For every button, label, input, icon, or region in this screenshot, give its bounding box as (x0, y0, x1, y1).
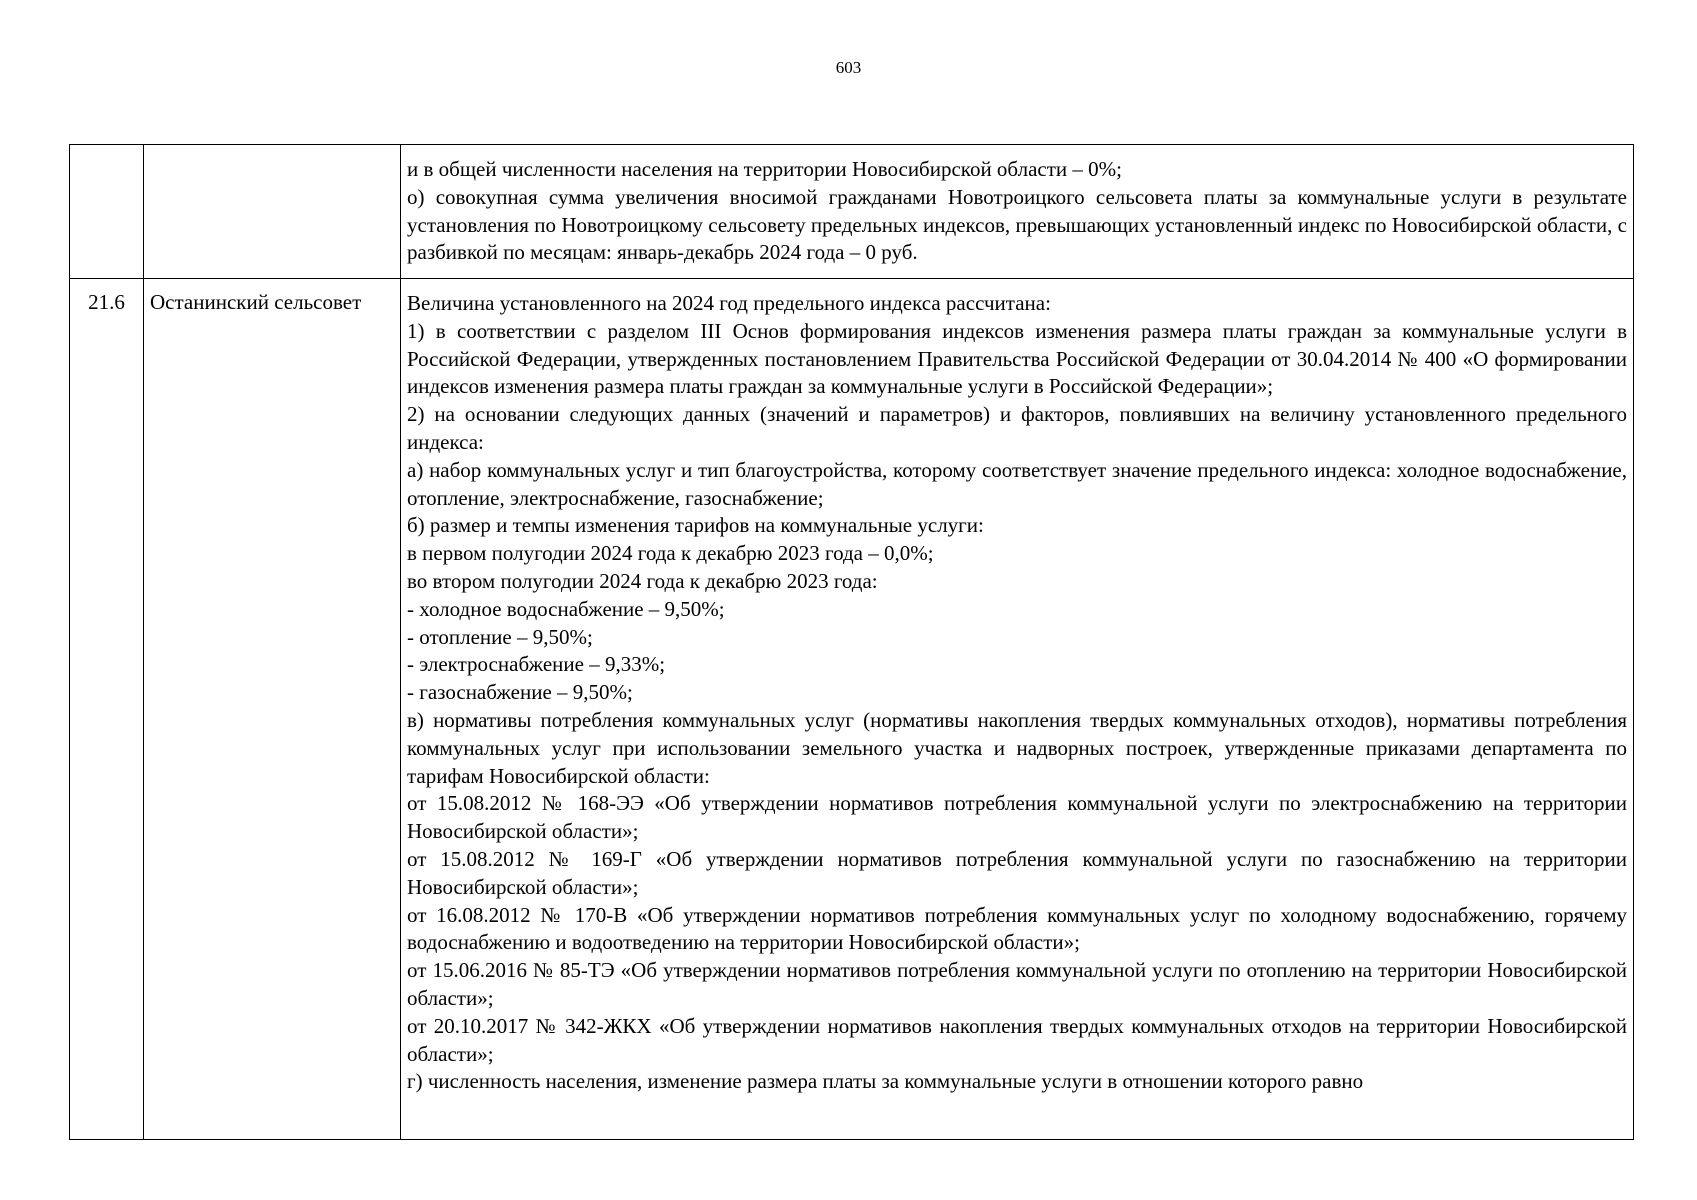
table-row-21-6 (70, 279, 1634, 1140)
municipality-name-cell: Останинский сельсовет (144, 279, 401, 1140)
paragraph: от 16.08.2012 № 170-В «Об утверждении нормативов потребления коммунальных услуг по холодному водоснабжению, горячему водоснабжению и водоотведению на территории Новосибирской области»; (407, 902, 1627, 955)
paragraph: 2) на основании следующих данных (значений и параметров) и факторов, повлиявших на величину установленного предельного индекса: (407, 402, 1627, 454)
paragraph: во втором полугодии 2024 года к декабрю 2023 года: (407, 568, 878, 593)
paragraph: в) нормативы потребления коммунальных услуг (нормативы накопления твердых коммунальных отходов), нормативы потребления коммунальных услуг при использовании земельного участка и надворных построек, утвержденные приказами департамента по тарифам Новосибирской области: (407, 707, 1627, 788)
paragraph: и в общей численности населения на территории Новосибирской области – 0%; (407, 157, 1122, 181)
paragraph: - газоснабжение – 9,50%; (407, 680, 633, 705)
paragraph: о) совокупная сумма увеличения вносимой гражданами Новотроицкого сельсовета платы за коммунальные услуги в результате установления по Новотроицкому сельсовету предельных индексов, превышающих установленный индекс по Новосибирской области, с разбивкой по месяцам: январь-декабрь 2024 года – 0 руб. (407, 184, 1627, 265)
row-number-cell (70, 145, 144, 279)
row-number-cell: 21.6 (70, 279, 144, 1140)
paragraph: г) численность населения, изменение размера платы за коммунальные услуги в отношении которого равно (407, 1069, 1364, 1094)
table-row-continuation (70, 145, 1634, 279)
paragraph: а) набор коммунальных услуг и тип благоустройства, которому соответствует значение предельного индекса: холодное водоснабжение, отопление, электроснабжение, газоснабжение; (407, 457, 1627, 510)
paragraph: - отопление – 9,50%; (407, 624, 593, 649)
paragraph: от 15.08.2012 № 168-ЭЭ «Об утверждении нормативов потребления коммунальной услуги по электроснабжению на территории Новосибирской области»; (407, 791, 1627, 844)
description-text (407, 290, 1627, 1134)
paragraph: 1) в соответствии с разделом III Основ формирования индексов изменения размера платы граждан за коммунальные услуги в Российской Федерации, утвержденных постановлением Правительства Российской Федерации от 30.04.2014 № 400 «О формировании индексов изменения размера платы граждан за коммунальные услуги в Российской Федерации»; (407, 318, 1627, 399)
paragraph: - холодное водоснабжение – 9,50%; (407, 596, 725, 621)
description-cell (401, 145, 1634, 279)
page-number: 603 (835, 58, 862, 77)
paragraph: б) размер и темпы изменения тарифов на коммунальные услуги: (407, 513, 984, 538)
paragraph: от 20.10.2017 № 342-ЖКХ «Об утверждении нормативов накопления твердых коммунальных отходов на территории Новосибирской области»; (407, 1013, 1627, 1066)
paragraph: - электроснабжение – 9,33%; (407, 652, 666, 677)
index-table (69, 144, 1634, 1140)
paragraph: в первом полугодии 2024 года к декабрю 2023 года – 0,0%; (407, 541, 934, 566)
municipality-name-cell (144, 145, 401, 279)
description-cell (401, 279, 1634, 1140)
paragraph: Величина установленного на 2024 год предельного индекса рассчитана: (407, 291, 1051, 315)
paragraph: от 15.08.2012 № 169-Г «Об утверждении нормативов потребления коммунальной услуги по газоснабжению на территории Новосибирской области»; (407, 846, 1627, 899)
paragraph: от 15.06.2016 № 85-ТЭ «Об утверждении нормативов потребления коммунальной услуги по отоплению на территории Новосибирской области»; (407, 958, 1627, 1010)
